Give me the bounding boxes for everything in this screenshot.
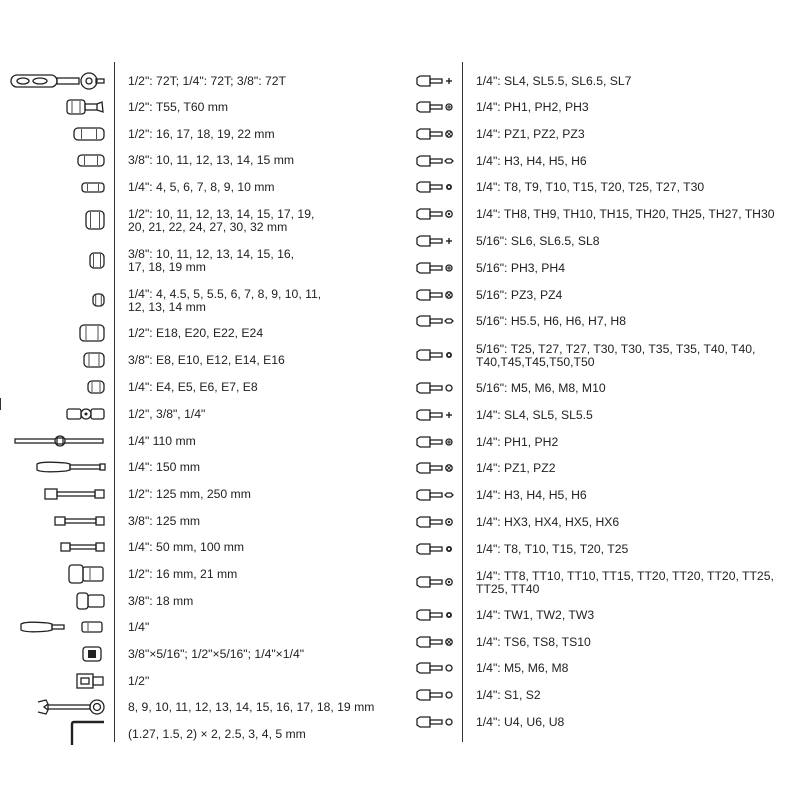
spec-label [476, 570, 774, 596]
slotted-bit-icon [416, 235, 456, 247]
spec-line: 1/4": M5, M6, M8 [476, 661, 569, 675]
spec-line: (1.27, 1.5, 2) × 2, 2.5, 3, 4, 5 mm [128, 727, 306, 741]
spec-label [128, 208, 314, 234]
spec-label [128, 595, 193, 608]
spec-label [476, 462, 556, 475]
spec-line: 1/4": H3, H4, H5, H6 [476, 488, 587, 502]
spec-line: 1/4": TH8, TH9, TH10, TH15, TH20, TH25, TH27, TH30 [476, 207, 775, 221]
spec-line: 8, 9, 10, 11, 12, 13, 14, 15, 16, 17, 18, 19 mm [128, 700, 375, 714]
spark-plug-socket-large-icon [68, 564, 106, 584]
spec-line: 3/8": E8, E10, E12, E14, E16 [128, 353, 285, 367]
spec-line: 5/16": PZ3, PZ4 [476, 288, 563, 302]
spec-label [476, 662, 568, 675]
deep-socket-large-icon [72, 126, 106, 142]
spec-line: 1/4": PH1, PH2 [476, 435, 559, 449]
spec-label [476, 235, 600, 248]
spec-label [476, 436, 558, 449]
spec-line: 1/4": 4, 5, 6, 7, 8, 9, 10 mm [128, 180, 275, 194]
spline-bit-icon [416, 382, 456, 394]
extension-bar-large-icon [44, 487, 106, 501]
torq-set-bit-icon [416, 636, 456, 648]
spec-line: 1/4": 150 mm [128, 460, 201, 474]
spec-label [128, 75, 286, 88]
spinner-handle-icon [36, 460, 106, 474]
socket-medium-icon [88, 251, 106, 270]
spec-label [128, 288, 321, 314]
socket-large-icon [84, 209, 106, 231]
spec-line: 1/4": S1, S2 [476, 688, 541, 702]
spec-label [476, 208, 775, 221]
spec-line: 1/2": 10, 11, 12, 13, 14, 15, 17, 19, [128, 207, 315, 221]
spec-label [128, 128, 275, 141]
spec-label [128, 675, 149, 688]
phillips-bit-icon [416, 436, 456, 448]
pozidriv-bit-icon [416, 128, 456, 140]
spec-line: 1/2": E18, E20, E22, E24 [128, 326, 264, 340]
spec-label [128, 568, 237, 581]
spec-label [476, 716, 564, 729]
phillips-bit-icon [416, 262, 456, 274]
hex-key-icon [70, 721, 106, 747]
spec-line: 12, 13, 14 mm [128, 300, 206, 314]
hex-bit-icon [416, 489, 456, 501]
e-torx-socket-medium-icon [82, 351, 106, 369]
spec-line: 1/4": SL4, SL5.5, SL6.5, SL7 [476, 74, 632, 88]
spec-label [128, 354, 285, 367]
spec-label [128, 154, 294, 167]
socket-small-icon [91, 292, 106, 308]
spec-label [476, 289, 562, 302]
spec-line: 1/2": 72T; 1/4": 72T; 3/8": 72T [128, 74, 286, 88]
spec-line: 17, 18, 19 mm [128, 260, 206, 274]
bit-socket-icon [66, 99, 106, 115]
spec-label [128, 381, 258, 394]
spec-line: 1/4" 110 mm [128, 434, 196, 448]
spec-label [476, 181, 704, 194]
spec-line: T40,T45,T45,T50,T50 [476, 355, 595, 369]
spec-label [128, 101, 228, 114]
spec-line: 1/2": 125 mm, 250 mm [128, 487, 251, 501]
spec-line: 3/8"×5/16"; 1/2"×5/16"; 1/4"×1/4" [128, 647, 305, 661]
spec-line: 1/4": PH1, PH2, PH3 [476, 100, 589, 114]
spec-line: 1/4": SL4, SL5, SL5.5 [476, 408, 593, 422]
spec-line: 1/4": 4, 4.5, 5, 5.5, 6, 7, 8, 9, 10, 11, [128, 287, 322, 301]
spec-label [476, 609, 594, 622]
spec-line: 5/16": H5.5, H6, H6, H7, H8 [476, 314, 626, 328]
phillips-bit-icon [416, 101, 456, 113]
spec-line: 1/4": TT8, TT10, TT10, TT15, TT20, TT20, TT20, TT25, [476, 569, 774, 583]
spec-label [476, 516, 619, 529]
spec-line: 1/4": 50 mm, 100 mm [128, 540, 245, 554]
spec-label [476, 155, 587, 168]
deep-socket-medium-icon [76, 153, 106, 168]
spec-line: 1/4": PZ1, PZ2 [476, 461, 556, 475]
torx-bit-icon [416, 181, 456, 193]
spark-plug-socket-small-icon [76, 592, 106, 610]
spec-label [128, 541, 244, 554]
spec-line: 1/2": T55, T60 mm [128, 100, 229, 114]
hex-bit-icon [416, 155, 456, 167]
spec-label [476, 75, 631, 88]
combination-wrench-icon [36, 698, 106, 716]
pozidriv-bit-icon [416, 462, 456, 474]
spec-line: 20, 21, 22, 24, 27, 30, 32 mm [128, 220, 288, 234]
torx-tamper-bit-icon [416, 576, 456, 588]
deep-socket-small-icon [80, 181, 106, 194]
spec-line: 1/4": PZ1, PZ2, PZ3 [476, 127, 585, 141]
spec-label [128, 728, 306, 741]
spec-line: 1/2": 16, 17, 18, 19, 22 mm [128, 127, 275, 141]
edge-marker [0, 398, 1, 410]
spec-label [476, 315, 626, 328]
universal-joint-icon [66, 406, 106, 422]
spec-line: 5/16": M5, M6, M8, M10 [476, 381, 606, 395]
spec-line: 5/16": SL6, SL6.5, SL8 [476, 234, 600, 248]
spline-bit-icon [416, 662, 456, 674]
sliding-t-bar-icon [14, 435, 106, 447]
spanner-bit-icon [416, 689, 456, 701]
hex-tamper-bit-icon [416, 516, 456, 528]
spec-line: 1/2", 3/8", 1/4" [128, 407, 206, 421]
center-column-divider [462, 62, 463, 742]
tri-wing-bit-icon [416, 609, 456, 621]
pozidriv-bit-icon [416, 289, 456, 301]
spec-line: 3/8": 18 mm [128, 594, 194, 608]
spec-label [128, 248, 294, 274]
spec-label [128, 515, 200, 528]
torx-tamper-bit-icon [416, 208, 456, 220]
extension-bar-small-icon [60, 541, 106, 553]
spec-label [476, 489, 587, 502]
spec-label [128, 488, 251, 501]
bit-adapter-icon [76, 672, 106, 690]
torx-bit-icon [416, 543, 456, 555]
spec-label [476, 543, 628, 556]
slotted-bit-icon [416, 409, 456, 421]
left-column-divider [114, 62, 115, 742]
spec-line: 5/16": T25, T27, T27, T30, T30, T35, T35, T40, T40, [476, 342, 756, 356]
spec-line: 1/4": TS6, TS8, TS10 [476, 635, 591, 649]
spec-line: 3/8": 125 mm [128, 514, 201, 528]
spec-label [128, 408, 205, 421]
spec-label [128, 461, 200, 474]
ratchet-handle-icon [10, 72, 106, 90]
spec-line: 3/8": 10, 11, 12, 13, 14, 15 mm [128, 153, 295, 167]
spec-line: 1/4" [128, 620, 150, 634]
extension-bar-medium-icon [54, 515, 106, 527]
spec-line: 1/4": T8, T10, T15, T20, T25 [476, 542, 629, 556]
spec-line: 5/16": PH3, PH4 [476, 261, 566, 275]
spec-label [128, 435, 196, 448]
spec-line: 1/4": HX3, HX4, HX5, HX6 [476, 515, 620, 529]
spec-line: 1/4": TW1, TW2, TW3 [476, 608, 595, 622]
spec-label [476, 343, 755, 369]
spec-label [476, 101, 589, 114]
slotted-bit-icon [416, 75, 456, 87]
spec-line: 1/2": 16 mm, 21 mm [128, 567, 238, 581]
e-torx-socket-large-icon [78, 323, 106, 343]
spec-label [128, 327, 263, 340]
u-bit-icon [416, 716, 456, 728]
spec-line: TT25, TT40 [476, 582, 540, 596]
spec-label [476, 409, 593, 422]
spec-label [128, 648, 304, 661]
spec-line: 3/8": 10, 11, 12, 13, 14, 15, 16, [128, 247, 295, 261]
spec-label [128, 621, 149, 634]
spec-line: 1/4": E4, E5, E6, E7, E8 [128, 380, 258, 394]
spec-line: 1/4": H3, H4, H5, H6 [476, 154, 587, 168]
torx-bit-icon [416, 349, 456, 361]
spec-label [476, 382, 606, 395]
e-torx-socket-small-icon [86, 379, 106, 395]
adapter-icon [82, 645, 106, 663]
spec-label [476, 636, 591, 649]
hex-bit-icon [416, 315, 456, 327]
spec-line: 1/4": U4, U6, U8 [476, 715, 565, 729]
spec-label [128, 701, 374, 714]
spec-label [476, 128, 585, 141]
bit-holder-handle-icon [20, 620, 106, 634]
spec-label [476, 689, 541, 702]
spec-label [476, 262, 565, 275]
spec-line: 1/4": T8, T9, T10, T15, T20, T25, T27, T30 [476, 180, 705, 194]
spec-line: 1/2" [128, 674, 150, 688]
spec-label [128, 181, 275, 194]
